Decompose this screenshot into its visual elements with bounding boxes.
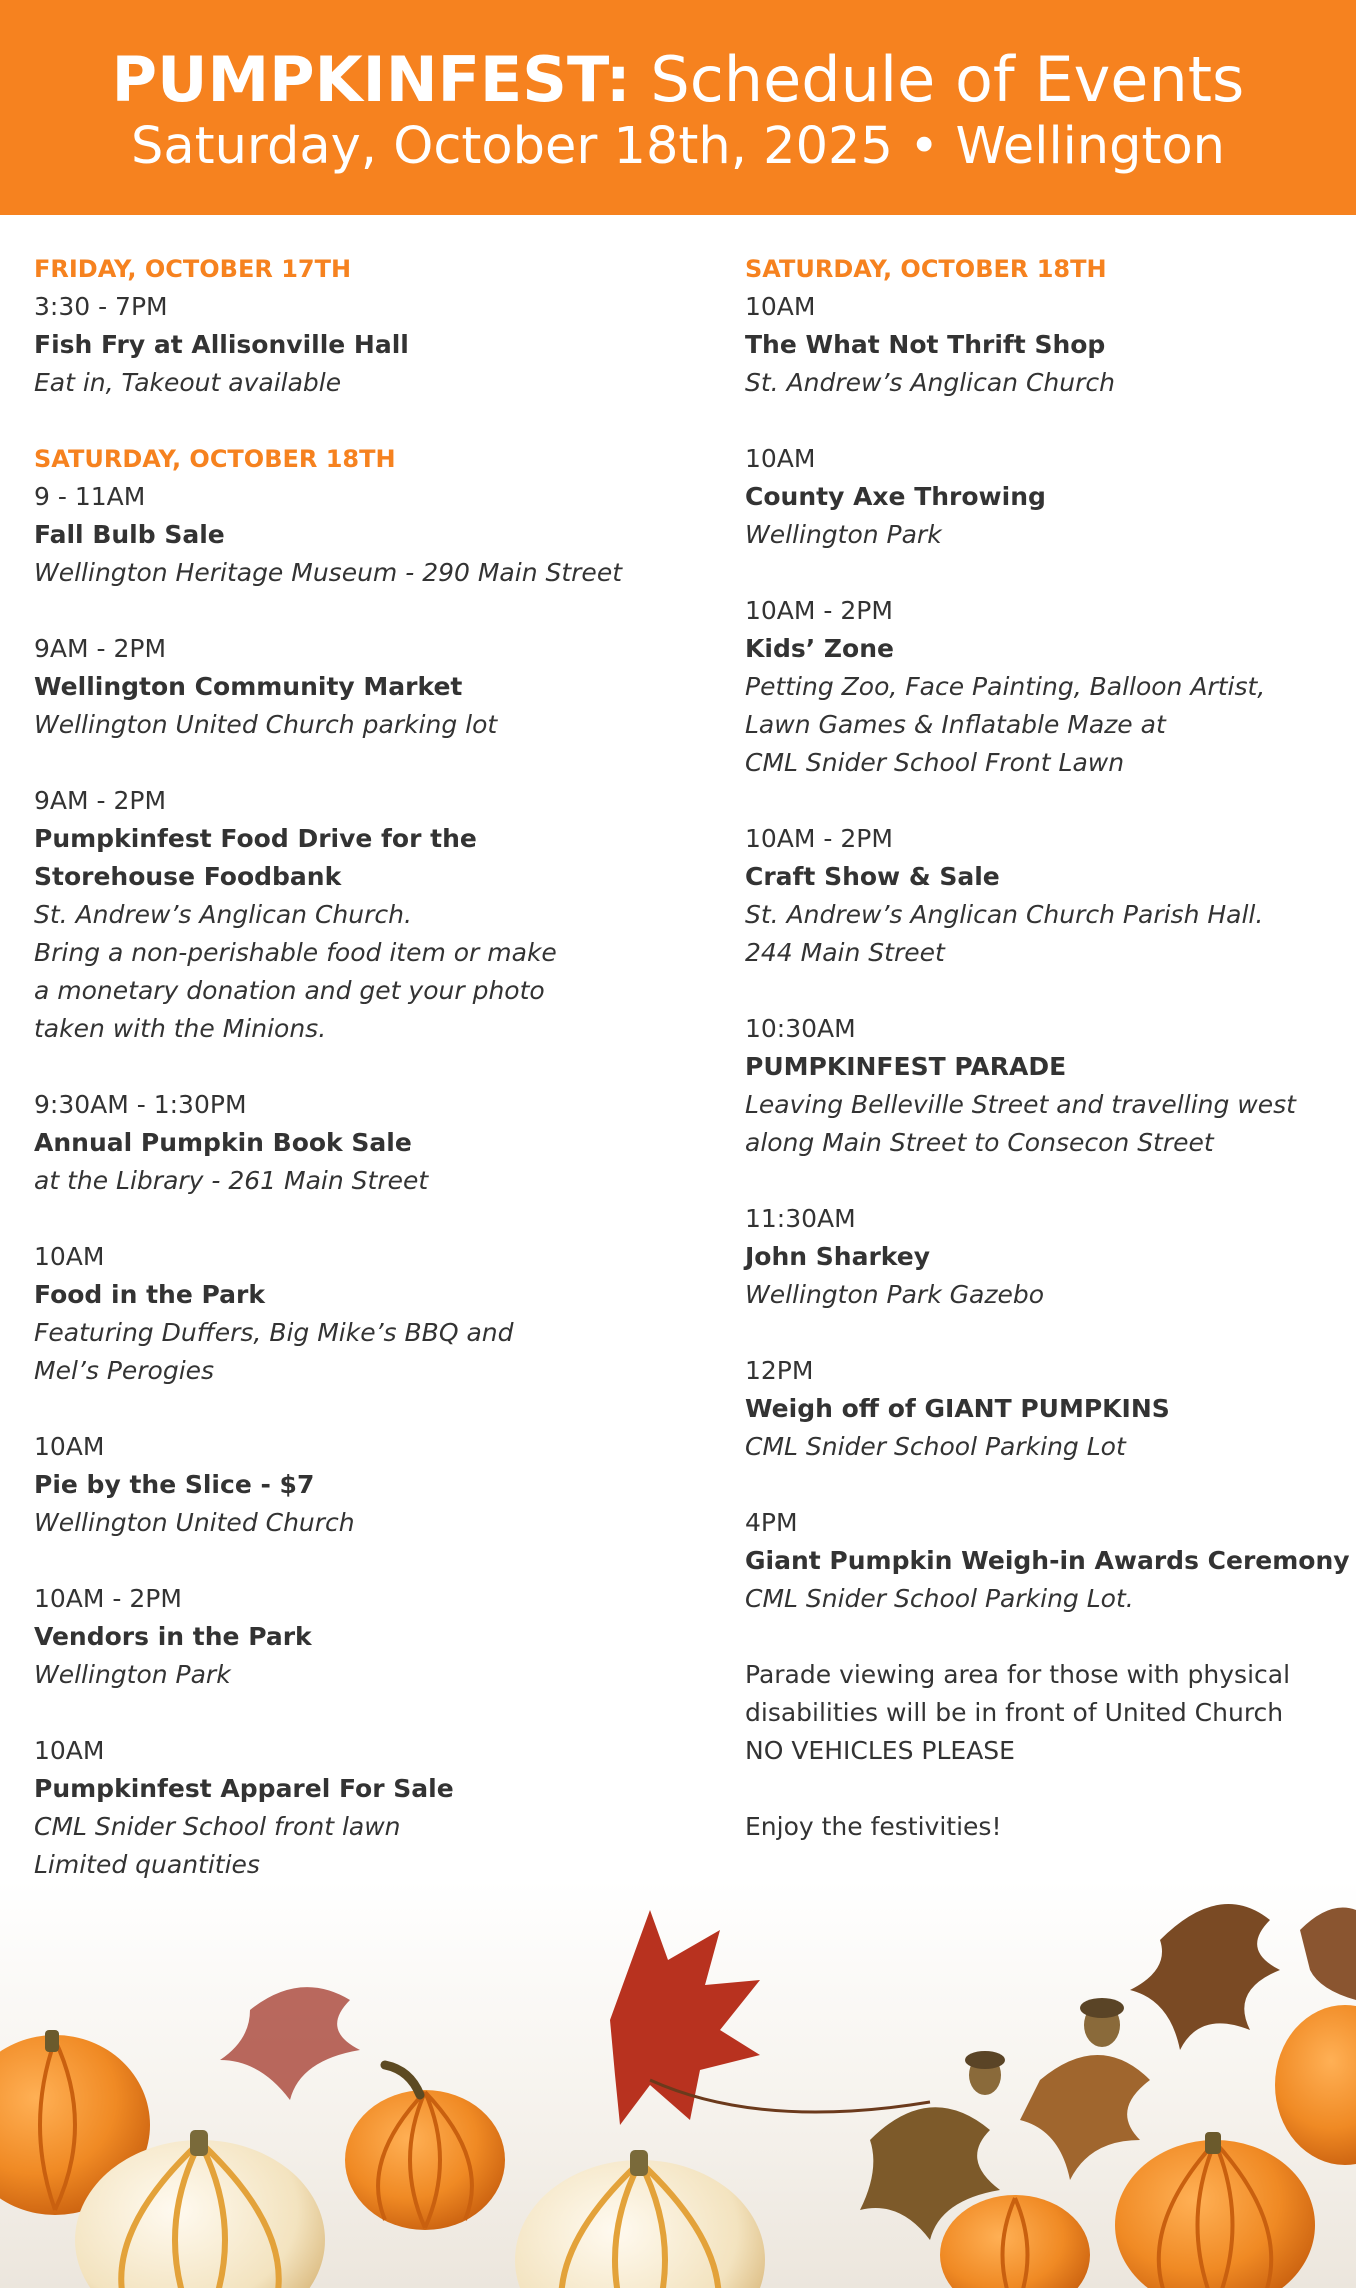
event-time: 9:30AM - 1:30PM xyxy=(34,1090,247,1119)
event-title: PUMPKINFEST PARADE xyxy=(745,1052,1067,1081)
event-title: Fall Bulb Sale xyxy=(34,520,225,549)
event-title: John Sharkey xyxy=(745,1242,930,1271)
event-title: County Axe Throwing xyxy=(745,482,1046,511)
event-detail: CML Snider School Parking Lot xyxy=(745,1432,1126,1461)
event-detail: Bring a non-perishable food item or make xyxy=(34,938,557,967)
event-block xyxy=(745,440,1335,554)
event-time: 9AM - 2PM xyxy=(34,786,167,815)
event-detail: Wellington Heritage Museum - 290 Main Street xyxy=(34,558,623,587)
event-detail: Featuring Duffers, Big Mike’s BBQ and xyxy=(34,1318,514,1347)
event-detail: CML Snider School Front Lawn xyxy=(745,748,1125,777)
event-time: 10AM xyxy=(745,444,816,473)
event-detail: Wellington United Church parking lot xyxy=(34,710,498,739)
event-time: 10AM xyxy=(34,1736,105,1765)
event-block xyxy=(745,1352,1335,1466)
event-time: 12PM xyxy=(745,1356,814,1385)
event-block xyxy=(34,1238,674,1390)
event-time: 10AM - 2PM xyxy=(745,824,893,853)
event-block xyxy=(745,288,1335,402)
autumn-decoration xyxy=(0,1880,1356,2288)
left-column xyxy=(34,250,674,1884)
header-banner xyxy=(0,0,1356,215)
event-time: 11:30AM xyxy=(745,1204,856,1233)
event-detail: Wellington Park xyxy=(745,520,942,549)
event-block xyxy=(745,820,1335,972)
event-time: 10AM xyxy=(745,292,816,321)
event-detail: St. Andrew’s Anglican Church Parish Hall. xyxy=(745,900,1264,929)
day-heading-saturday: SATURDAY, OCTOBER 18TH xyxy=(745,255,1107,283)
event-detail: Leaving Belleville Street and travelling west xyxy=(745,1090,1296,1119)
event-detail: CML Snider School Parking Lot. xyxy=(745,1584,1134,1613)
event-time: 10AM - 2PM xyxy=(745,596,893,625)
event-detail: St. Andrew’s Anglican Church xyxy=(745,368,1115,397)
event-block xyxy=(34,1428,674,1542)
event-detail: St. Andrew’s Anglican Church. xyxy=(34,900,412,929)
event-title: Wellington Community Market xyxy=(34,672,463,701)
event-title: Kids’ Zone xyxy=(745,634,894,663)
event-detail: a monetary donation and get your photo xyxy=(34,976,545,1005)
event-detail: Mel’s Perogies xyxy=(34,1356,215,1385)
event-detail: Wellington United Church xyxy=(34,1508,355,1537)
day-heading-friday: FRIDAY, OCTOBER 17TH xyxy=(34,255,352,283)
event-title: Craft Show & Sale xyxy=(745,862,1000,891)
title-bold: PUMPKINFEST: xyxy=(111,43,631,116)
event-title: Fish Fry at Allisonville Hall xyxy=(34,330,409,359)
event-title: Giant Pumpkin Weigh-in Awards Ceremony xyxy=(745,1546,1350,1575)
event-title: Pie by the Slice - $7 xyxy=(34,1470,315,1499)
event-block xyxy=(34,1580,674,1694)
event-title: Pumpkinfest Apparel For Sale xyxy=(34,1774,454,1803)
right-column xyxy=(745,250,1350,1846)
event-title: Food in the Park xyxy=(34,1280,265,1309)
event-time: 9 - 11AM xyxy=(34,482,146,511)
event-title: Vendors in the Park xyxy=(34,1622,312,1651)
note-line: disabilities will be in front of United Church xyxy=(745,1698,1284,1727)
event-detail: Wellington Park xyxy=(34,1660,231,1689)
note-line: Parade viewing area for those with physical xyxy=(745,1660,1291,1689)
event-block xyxy=(34,1732,674,1884)
event-title: Annual Pumpkin Book Sale xyxy=(34,1128,412,1157)
event-detail: Limited quantities xyxy=(34,1850,260,1879)
event-detail: taken with the Minions. xyxy=(34,1014,327,1043)
event-title: Weigh off of GIANT PUMPKINS xyxy=(745,1394,1170,1423)
event-detail: Lawn Games & Inflatable Maze at xyxy=(745,710,1166,739)
event-block xyxy=(745,592,1335,782)
closing-message: Enjoy the festivities! xyxy=(745,1812,1002,1841)
event-title: Pumpkinfest Food Drive for the xyxy=(34,824,477,853)
event-detail: along Main Street to Consecon Street xyxy=(745,1128,1214,1157)
event-time: 10:30AM xyxy=(745,1014,856,1043)
event-time: 4PM xyxy=(745,1508,798,1537)
event-block xyxy=(34,630,674,744)
event-time: 10AM - 2PM xyxy=(34,1584,182,1613)
event-block xyxy=(34,1086,674,1200)
event-detail: at the Library - 261 Main Street xyxy=(34,1166,429,1195)
event-detail: 244 Main Street xyxy=(745,938,945,967)
title-rest: Schedule of Events xyxy=(630,43,1245,116)
day-heading-saturday: SATURDAY, OCTOBER 18TH xyxy=(34,445,396,473)
page-title xyxy=(0,40,1356,120)
event-detail: Petting Zoo, Face Painting, Balloon Artist, xyxy=(745,672,1266,701)
event-detail: CML Snider School front lawn xyxy=(34,1812,401,1841)
event-detail: Wellington Park Gazebo xyxy=(745,1280,1044,1309)
event-time: 9AM - 2PM xyxy=(34,634,167,663)
event-block xyxy=(745,1010,1335,1162)
event-title: The What Not Thrift Shop xyxy=(745,330,1106,359)
accessibility-note xyxy=(745,1656,1335,1770)
event-time: 10AM xyxy=(34,1242,105,1271)
event-block xyxy=(34,478,674,592)
event-detail: Eat in, Takeout available xyxy=(34,368,342,397)
event-block xyxy=(745,1200,1335,1314)
event-block xyxy=(745,1504,1350,1618)
event-block xyxy=(34,782,674,1048)
note-line: NO VEHICLES PLEASE xyxy=(745,1736,1015,1765)
page-subtitle: Saturday, October 18th, 2025 • Wellington xyxy=(130,117,1226,176)
event-block xyxy=(34,288,674,402)
event-time: 10AM xyxy=(34,1432,105,1461)
event-time: 3:30 - 7PM xyxy=(34,292,168,321)
event-title: Storehouse Foodbank xyxy=(34,862,342,891)
